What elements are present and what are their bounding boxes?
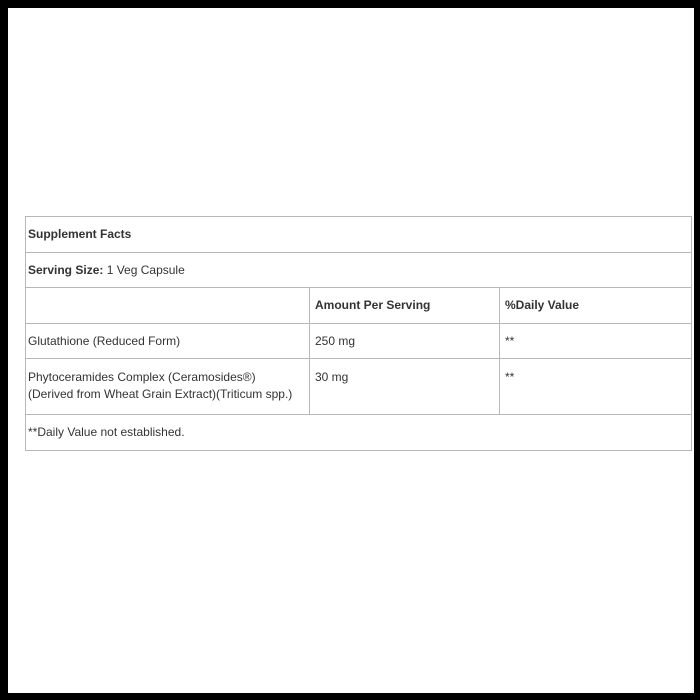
ingredient-name: Glutathione (Reduced Form) bbox=[26, 324, 310, 359]
footnote-row bbox=[26, 415, 692, 451]
table-title: Supplement Facts bbox=[26, 217, 692, 253]
footnote: **Daily Value not established. bbox=[26, 415, 692, 451]
ingredient-name-line1: Phytoceramides Complex (Ceramosides®) bbox=[28, 370, 256, 384]
table-row bbox=[26, 359, 692, 415]
ingredient-daily-value: ** bbox=[500, 324, 692, 359]
header-blank-cell bbox=[26, 288, 310, 324]
table-row bbox=[26, 324, 692, 359]
column-header-daily-value: %Daily Value bbox=[500, 288, 692, 324]
serving-size-label: Serving Size: bbox=[28, 262, 104, 277]
ingredient-name-line2: (Derived from Wheat Grain Extract)(Triticum spp.) bbox=[28, 387, 293, 401]
ingredient-daily-value: ** bbox=[500, 359, 692, 415]
ingredient-name bbox=[26, 359, 310, 415]
title-row bbox=[26, 217, 692, 253]
supplement-facts-table bbox=[25, 216, 692, 451]
header-row bbox=[26, 288, 692, 324]
ingredient-amount: 30 mg bbox=[310, 359, 500, 415]
serving-size-row bbox=[26, 253, 692, 288]
ingredient-amount: 250 mg bbox=[310, 324, 500, 359]
column-header-amount: Amount Per Serving bbox=[310, 288, 500, 324]
serving-size-value: 1 Veg Capsule bbox=[106, 262, 185, 277]
serving-size-cell bbox=[26, 253, 692, 288]
